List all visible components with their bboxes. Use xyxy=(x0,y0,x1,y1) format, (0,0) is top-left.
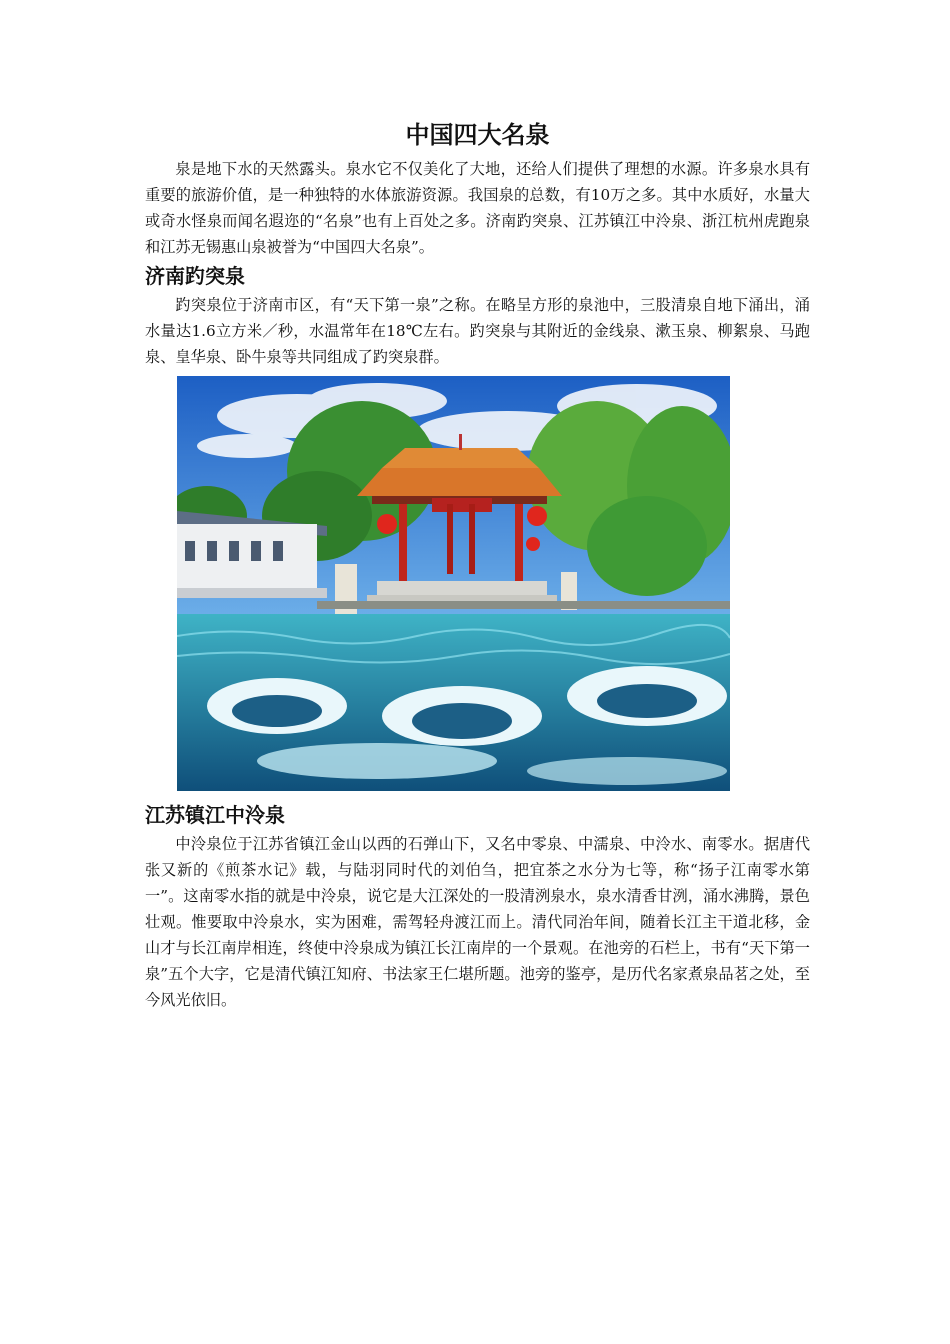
railing xyxy=(317,601,730,609)
section-body-zhongling: 中泠泉位于江苏省镇江金山以西的石弹山下，又名中零泉、中濡泉、中泠水、南零水。据唐代张又新的《煎茶水记》载，与陆羽同时代的刘伯刍，把宜茶之水分为七等，称“扬子江南零水第一”。这南零水指的就是中泠泉，说它是大江深处的一股清洌泉水，泉水清香甘洌，涌水沸腾，景色壮观。惟要取中泠泉水，实为困难，需驾轻舟渡江而上。清代同治年间，随着长江主干道北移，金山才与长江南岸相连，终使中泠泉成为镇江长江南岸的一个景观。在池旁的石栏上，书有“天下第一泉”五个大字，它是清代镇江知府、书法家王仁堪所题。池旁的鉴亭，是历代名家煮泉品茗之处，至今风光依旧。 xyxy=(145,835,810,1009)
intro-paragraph: 泉是地下水的天然露头。泉水它不仅美化了大地，还给人们提供了理想的水源。许多泉水具有重要的旅游价值，是一种独特的水体旅游资源。我国泉的总数，有10万之多。其中水质好，水量大或奇水怪泉而闻名遐迩的“名泉”也有上百处之多。济南趵突泉、江苏镇江中泠泉、浙江杭州虎跑泉和江苏无锡惠山泉被誉为“中国四大名泉”。 xyxy=(145,160,810,256)
document-title: 中国四大名泉 xyxy=(405,121,550,149)
section-heading-zhongling: 江苏镇江中泠泉 xyxy=(145,803,285,827)
baotu-spring-photo xyxy=(177,376,730,791)
document-body xyxy=(145,118,810,1013)
side-building xyxy=(177,511,327,598)
section-body-baotu: 趵突泉位于济南市区，有“天下第一泉”之称。在略呈方形的泉池中，三股清泉自地下涌出，涌水量达1.6立方米／秒，水温常年在18℃左右。趵突泉与其附近的金线泉、漱玉泉、柳絮泉、马跑泉、皇华泉、卧牛泉等共同组成了趵突泉群。 xyxy=(145,296,810,366)
section-heading-baotu: 济南趵突泉 xyxy=(145,264,245,288)
